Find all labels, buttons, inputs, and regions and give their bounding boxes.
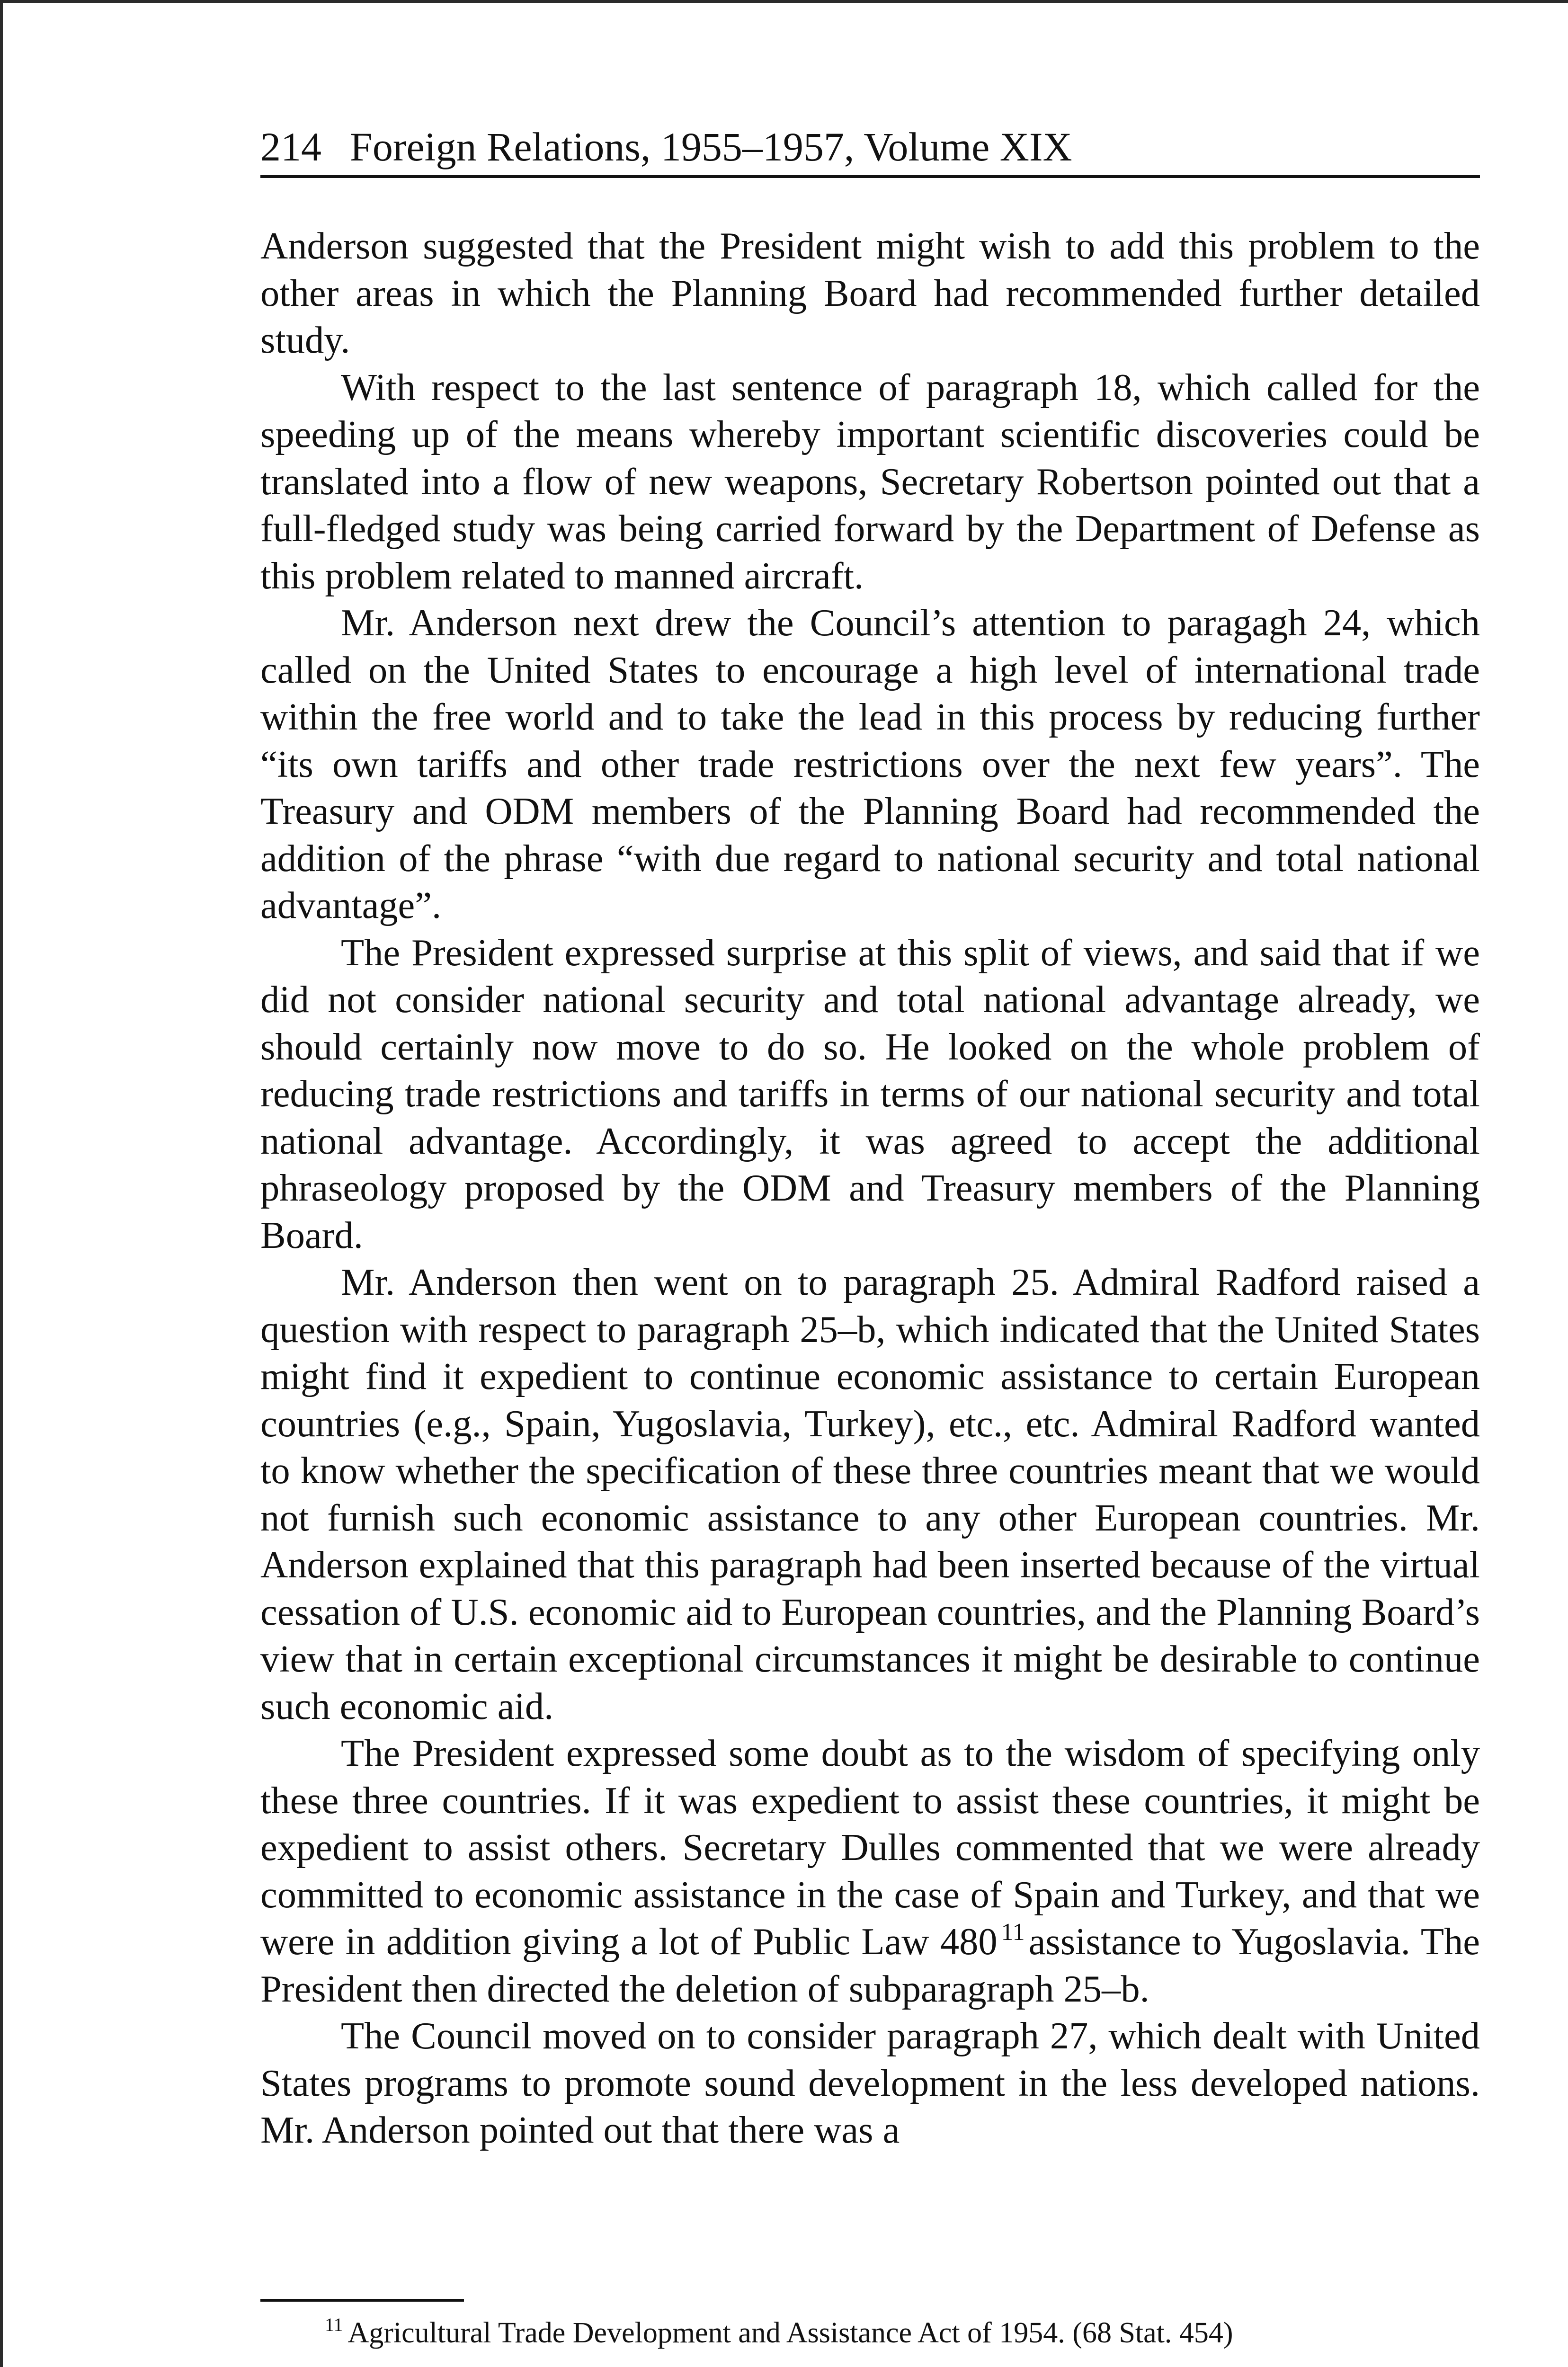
paragraph-6-text-b: assistance to Yugoslavia. The President then directed the deletion of subparagraph 25–b. (260, 1921, 1480, 2010)
page-number: 214 (260, 124, 321, 169)
running-title: Foreign Relations, 1955–1957, Volume XIX (350, 124, 1072, 169)
footnote-number: 11 (325, 2314, 343, 2335)
footnote-text: Agricultural Trade Development and Assistance Act of 1954. (68 Stat. 454) (347, 2317, 1233, 2349)
paragraph-5: Mr. Anderson then went on to paragraph 25. Admiral Radford raised a question with respect to paragraph 25–b, which indicated that the United States might find it expedient to continue economic assistance to certain European countries (e.g., Spain, Yugoslavia, Turkey), etc., etc. Admiral Radford wanted to know whether the specification of these three countries meant that we would not furnish such economic assistance to any other European countries. Mr. Anderson explained that this paragraph had been inserted because of the virtual cessation of U.S. economic aid to European countries, and the Planning Board’s view that in certain exceptional circumstances it might be desirable to continue such economic aid. (260, 1261, 1480, 1727)
footnote-divider (260, 2299, 464, 2302)
paragraph-6-text-a: The President expressed some doubt as to the wisdom of specifying only these three countries. If it was expedient to assist these countries, it might be expedient to assist others. Secretary Dulles commented that we were already committed to economic assistance in the case of Spain and Turkey, and that we were in addition giving a lot of Public Law 480 (260, 1732, 1480, 1963)
body-text (260, 222, 1480, 2154)
footnote (325, 2314, 1480, 2352)
running-head (260, 121, 1480, 178)
footnote-reference: 11 (1001, 1919, 1025, 1946)
paragraph-4: The President expressed surprise at this split of views, and said that if we did not consider national security and total national advantage already, we should certainly now move to do so. He looked on the whole problem of reducing trade restrictions and tariffs in terms of our national security and total national advantage. Accordingly, it was agreed to accept the additional phraseology proposed by the ODM and Treasury members of the Planning Board. (260, 931, 1480, 1256)
scan-edge-top (0, 0, 1568, 3)
paragraph-1: Anderson suggested that the President might wish to add this problem to the other areas in which the Planning Board had recommended further detailed study. (260, 225, 1480, 361)
scan-edge-left (0, 0, 3, 2367)
paragraph-6 (260, 1730, 1480, 2012)
paragraph-3: Mr. Anderson next drew the Council’s attention to paragagh 24, which called on the United States to encourage a high level of international trade within the free world and to take the lead in this process by reducing further “its own tariffs and other trade restrictions over the next few years”. The Treasury and ODM members of the Planning Board had recommended the addition of the phrase “with due regard to national security and total national advantage”. (260, 602, 1480, 926)
paragraph-2: With respect to the last sentence of paragraph 18, which called for the speeding up of the means whereby important scientific discoveries could be translated into a flow of new weapons, Secretary Robertson pointed out that a full-fledged study was being carried forward by the Department of Defense as this problem related to manned aircraft. (260, 366, 1480, 597)
paragraph-7: The Council moved on to consider paragraph 27, which dealt with United States programs to promote sound development in the less developed nations. Mr. Anderson pointed out that there was a (260, 2015, 1480, 2151)
